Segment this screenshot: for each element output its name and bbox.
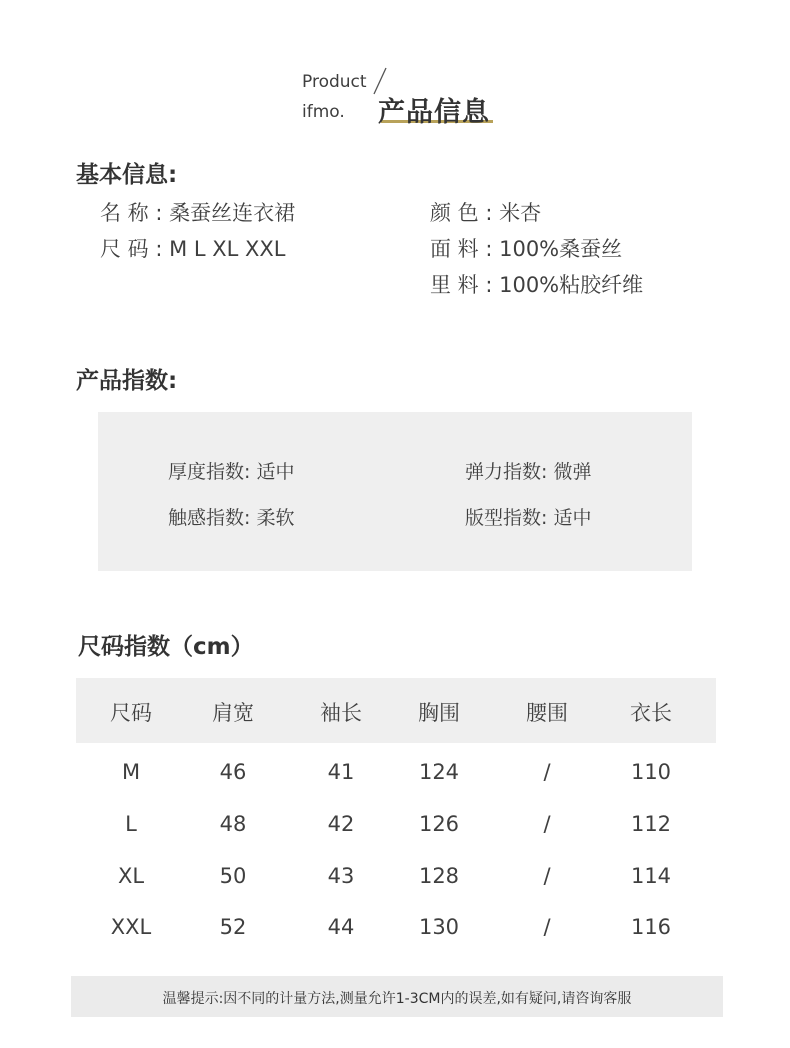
size-table-heading: 尺码指数（cm） xyxy=(78,634,254,660)
size-table-cell: 116 xyxy=(630,915,672,939)
info-name: 名 称 : 桑蚕丝连衣裙 xyxy=(100,201,296,225)
index-thickness: 厚度指数: 适中 xyxy=(168,461,295,483)
info-color: 颜 色 : 米杏 xyxy=(430,201,542,225)
size-table-cell: / xyxy=(543,760,551,784)
info-size: 尺 码 : M L XL XXL xyxy=(100,237,286,261)
size-table-cell: XL xyxy=(117,864,145,888)
size-table-header-cell: 袖长 xyxy=(320,701,362,725)
size-table-cell: M xyxy=(121,760,141,784)
size-table-cell: 130 xyxy=(418,915,460,939)
info-lining: 里 料 : 100%粘胶纤维 xyxy=(430,273,644,297)
size-table-header-cell: 腰围 xyxy=(526,701,568,725)
size-table-cell: 124 xyxy=(418,760,460,784)
size-table-cell: 46 xyxy=(219,760,247,784)
size-table-cell: / xyxy=(543,915,551,939)
size-table-cell: 50 xyxy=(219,864,247,888)
index-elasticity: 弹力指数: 微弹 xyxy=(465,461,592,483)
size-table-cell: 44 xyxy=(327,915,355,939)
size-table-cell: 52 xyxy=(219,915,247,939)
page-title: 产品信息 xyxy=(378,97,490,128)
size-table-header-cell: 尺码 xyxy=(110,701,152,725)
size-table-cell: / xyxy=(543,812,551,836)
index-fit: 版型指数: 适中 xyxy=(465,507,592,529)
size-table-cell: 48 xyxy=(219,812,247,836)
size-table-cell: / xyxy=(543,864,551,888)
size-table-cell: 114 xyxy=(630,864,672,888)
product-index-heading: 产品指数: xyxy=(76,368,178,394)
size-table-header-cell: 肩宽 xyxy=(212,701,254,725)
header-ifmo-label: ifmo. xyxy=(302,102,345,122)
size-table-cell: XXL xyxy=(110,915,152,939)
size-table-cell: 43 xyxy=(327,864,355,888)
size-table-header-cell: 衣长 xyxy=(630,701,672,725)
tip-text: 温馨提示:因不同的计量方法,测量允许1-3CM内的误差,如有疑问,请咨询客服 xyxy=(162,991,632,1007)
header-product-label: Product xyxy=(302,72,367,92)
size-table-cell: 128 xyxy=(418,864,460,888)
size-table-cell: 41 xyxy=(327,760,355,784)
size-table-cell: 112 xyxy=(630,812,672,836)
size-table-header-cell: 胸围 xyxy=(418,701,460,725)
size-table-cell: L xyxy=(125,812,137,836)
size-table-cell: 126 xyxy=(418,812,460,836)
size-table-cell: 110 xyxy=(630,760,672,784)
info-fabric: 面 料 : 100%桑蚕丝 xyxy=(430,237,623,261)
index-feel: 触感指数: 柔软 xyxy=(168,507,295,529)
size-table-cell: 42 xyxy=(327,812,355,836)
product-index-panel xyxy=(98,412,692,571)
basic-info-heading: 基本信息: xyxy=(76,162,178,188)
